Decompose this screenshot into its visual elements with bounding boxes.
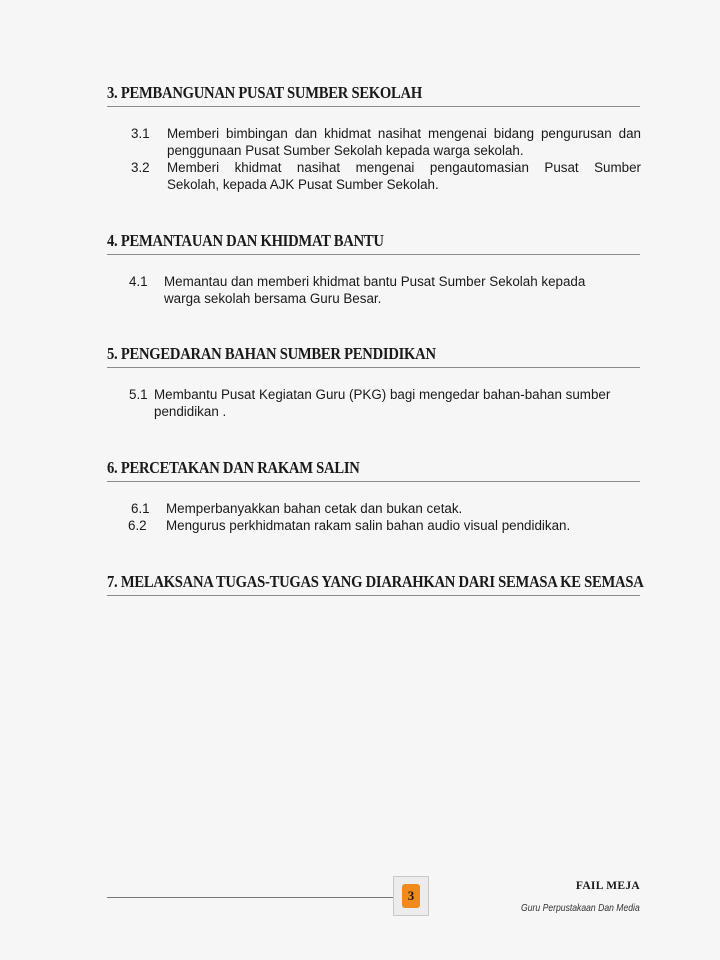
heading-rule [107,254,640,255]
heading-rule [107,106,640,107]
section-heading: 6. PERCETAKAN DAN RAKAM SALIN [107,458,360,477]
item-line: Memantau dan memberi khidmat bantu Pusat Sumber Sekolah kepada [164,274,586,289]
heading-rule [107,595,640,596]
page-number-badge [393,876,429,916]
section-heading: 7. MELAKSANA TUGAS-TUGAS YANG DIARAHKAN DARI SEMASA KE SEMASA [107,572,644,591]
section-7 [107,571,644,596]
footer-title: FAIL MEJA [575,880,640,892]
item-line: Sekolah, kepada AJK Pusat Sumber Sekolah. [167,177,439,192]
item-number: 5.1 [129,387,148,402]
item-line: warga sekolah bersama Guru Besar. [164,291,382,306]
item-line: Membantu Pusat Kegiatan Guru (PKG) bagi mengedar bahan-bahan sumber [154,387,611,402]
section-5 [107,343,640,368]
item-number: 4.1 [129,274,148,289]
section-heading: 5. PENGEDARAN BAHAN SUMBER PENDIDIKAN [107,344,436,363]
heading-rule [107,481,640,482]
item-line: pendidikan . [154,404,227,419]
item-line: penggunaan Pusat Sumber Sekolah kepada warga sekolah. [167,143,524,158]
footer-subtitle: Guru Perpustakaan Dan Media [521,902,640,914]
item-line: Memberi khidmat nasihat mengenai pengautomasian Pusat Sumber [167,160,641,175]
page-number: 3 [402,884,420,908]
heading-rule [107,367,640,368]
section-6 [107,457,640,482]
item-line: Mengurus perkhidmatan rakam salin bahan audio visual pendidikan. [166,518,571,533]
item-number: 3.1 [131,126,150,141]
item-number: 3.2 [131,160,150,175]
item-line: Memberi bimbingan dan khidmat nasihat mengenai bidang pengurusan dan [167,126,641,141]
item-number: 6.2 [128,518,147,533]
section-4 [107,230,640,255]
item-line: Memperbanyakkan bahan cetak dan bukan cetak. [166,501,463,516]
item-number: 6.1 [131,501,150,516]
section-heading: 3. PEMBANGUNAN PUSAT SUMBER SEKOLAH [107,83,422,102]
footer-rule [107,897,393,898]
section-3 [107,82,640,107]
section-heading: 4. PEMANTAUAN DAN KHIDMAT BANTU [107,231,384,250]
